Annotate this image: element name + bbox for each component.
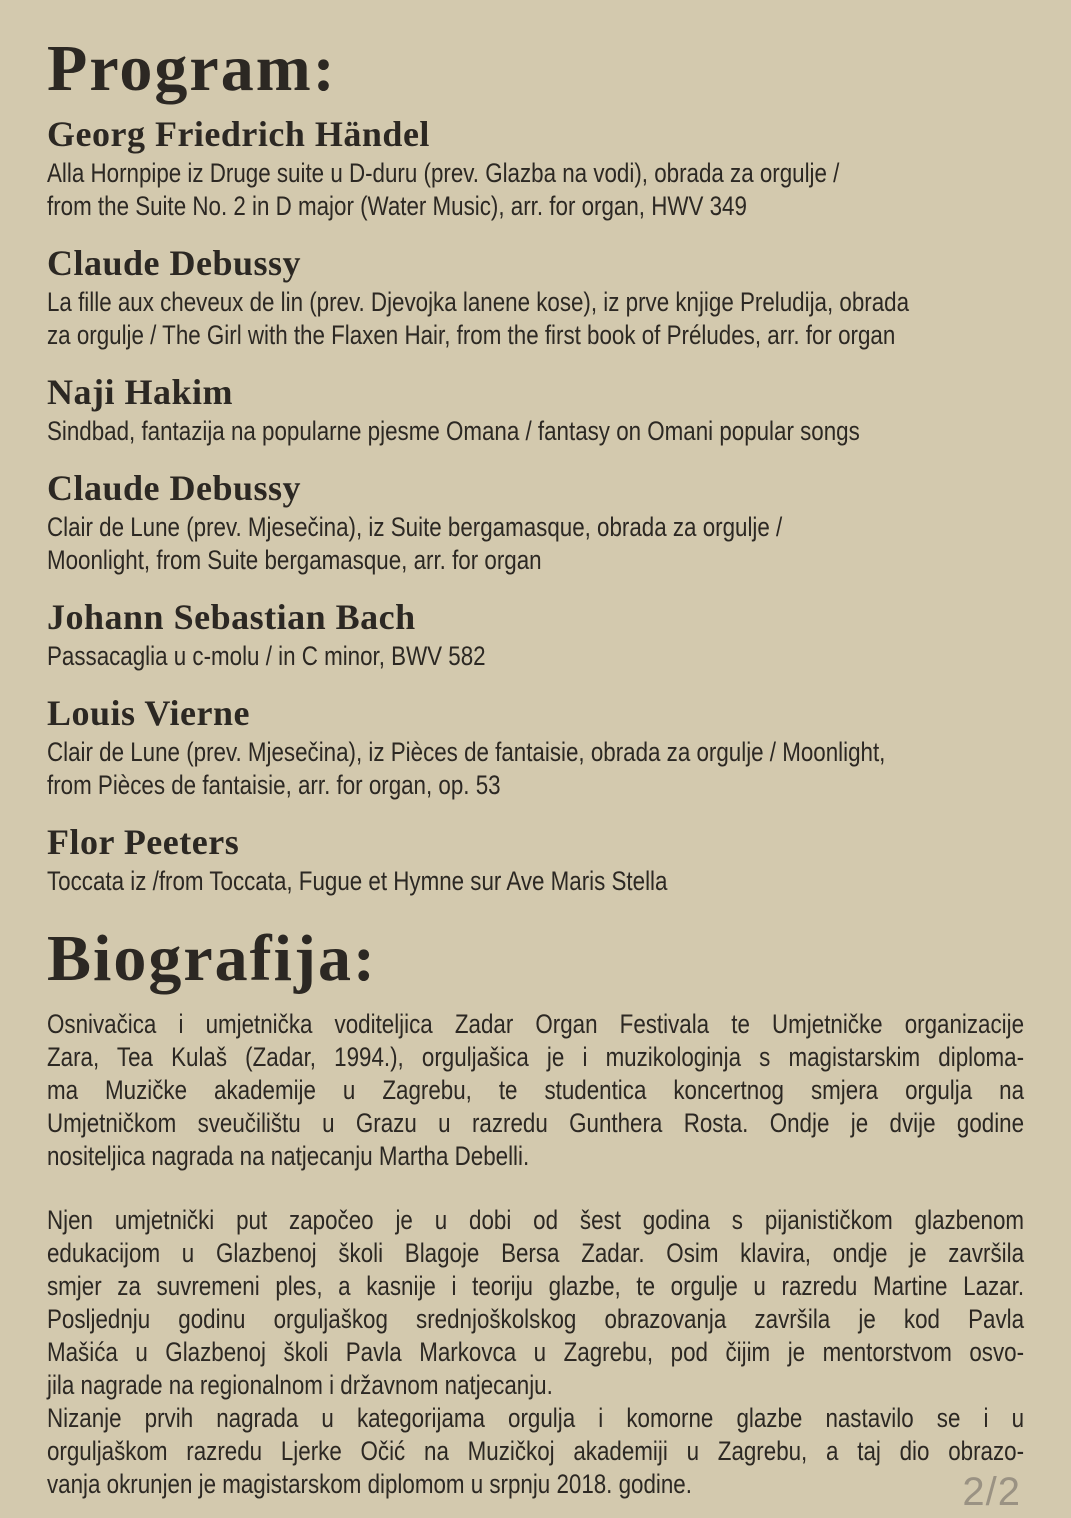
work-line: Passacaglia u c-molu / in C minor, BWV 582 <box>47 641 486 671</box>
program-entry <box>47 822 1024 898</box>
bio-line: Posljednju godinu orguljaškog srednjoškolskog obrazovanja završila je kod Pavla <box>47 1304 1025 1334</box>
program-title: Program: <box>47 32 337 105</box>
composer-name: Louis Vierne <box>47 693 251 733</box>
page-number: 2/2 <box>962 1470 1021 1514</box>
program-list <box>47 114 1024 898</box>
bio-line: Nizanje prvih nagrada u kategorijama orgulja i komorne glazbe nastavilo se i u <box>47 1403 1025 1433</box>
work-description <box>47 511 1024 577</box>
work-line: from the Suite No. 2 in D major (Water Music), arr. for organ, HWV 349 <box>47 191 747 221</box>
work-line: from Pièces de fantaisie, arr. for organ, op. 53 <box>47 770 501 800</box>
composer-name: Flor Peeters <box>47 822 240 862</box>
bio-line: Zara, Tea Kulaš (Zadar, 1994.), orguljašica je i muzikologinja s magistarskim diploma- <box>47 1042 1025 1072</box>
bio-line: Njen umjetnički put započeo je u dobi od šest godina s pijanističkom glazbenom <box>47 1205 1025 1235</box>
bio-line: edukacijom u Glazbenoj školi Blagoje Bersa Zadar. Osim klavira, ondje je završila <box>47 1238 1025 1268</box>
composer-name: Claude Debussy <box>47 468 302 508</box>
biography-title: Biografija: <box>47 922 377 995</box>
work-line: Moonlight, from Suite bergamasque, arr. for organ <box>47 545 542 575</box>
bio-line: vanja okrunjen je magistarskom diplomom u srpnju 2018. godine. <box>47 1469 692 1499</box>
bio-line: smjer za suvremeni ples, a kasnije i teoriju glazbe, te orgulje u razredu Martine Lazar. <box>47 1271 1025 1301</box>
bio-paragraph <box>47 1204 1024 1501</box>
biography-paragraphs <box>47 1008 1024 1501</box>
bio-line: orguljaškom razredu Ljerke Očić na Muzičkoj akademiji u Zagrebu, a taj dio obrazo- <box>47 1436 1025 1466</box>
bio-line: Mašića u Glazbenoj školi Pavla Markovca u Zagrebu, pod čijim je mentorstvom osvo- <box>47 1337 1025 1367</box>
program-entry <box>47 468 1024 577</box>
work-description <box>47 865 1024 898</box>
program-entry <box>47 243 1024 352</box>
work-description <box>47 736 1024 802</box>
bio-line: Osnivačica i umjetnička voditeljica Zadar Organ Festivala te Umjetničke organizacije <box>47 1009 1025 1039</box>
work-line: Toccata iz /from Toccata, Fugue et Hymne sur Ave Maris Stella <box>47 866 668 896</box>
composer-name: Naji Hakim <box>47 372 234 412</box>
work-line: Sindbad, fantazija na popularne pjesme Omana / fantasy on Omani popular songs <box>47 416 860 446</box>
work-line: Clair de Lune (prev. Mjesečina), iz Suite bergamasque, obrada za orgulje / <box>47 512 783 542</box>
program-entry <box>47 114 1024 223</box>
work-line: La fille aux cheveux de lin (prev. Djevojka lanene kose), iz prve knjige Preludija, obrada <box>47 287 910 317</box>
bio-line: ma Muzičke akademije u Zagrebu, te studentica koncertnog smjera orgulja na <box>47 1075 1025 1105</box>
composer-name: Johann Sebastian Bach <box>47 597 416 637</box>
bio-line: jila nagrade na regionalnom i državnom natjecanju. <box>47 1370 553 1400</box>
composer-name: Georg Friedrich Händel <box>47 114 430 154</box>
bio-line: Umjetničkom sveučilištu u Grazu u razredu Gunthera Rosta. Ondje je dvije godine <box>47 1108 1025 1138</box>
work-description <box>47 286 1024 352</box>
bio-line: nositeljica nagrada na natjecanju Martha Debelli. <box>47 1141 530 1171</box>
work-description <box>47 640 1024 673</box>
work-line: Alla Hornpipe iz Druge suite u D-duru (prev. Glazba na vodi), obrada za orgulje / <box>47 158 840 188</box>
program-entry <box>47 372 1024 448</box>
bio-paragraph <box>47 1008 1024 1173</box>
composer-name: Claude Debussy <box>47 243 302 283</box>
work-line: za orgulje / The Girl with the Flaxen Hair, from the first book of Préludes, arr. for organ <box>47 320 896 350</box>
work-description <box>47 415 1024 448</box>
work-line: Clair de Lune (prev. Mjesečina), iz Pièces de fantaisie, obrada za orgulje / Moonlight, <box>47 737 886 767</box>
program-entry <box>47 597 1024 673</box>
program-entry <box>47 693 1024 802</box>
work-description <box>47 157 1024 223</box>
